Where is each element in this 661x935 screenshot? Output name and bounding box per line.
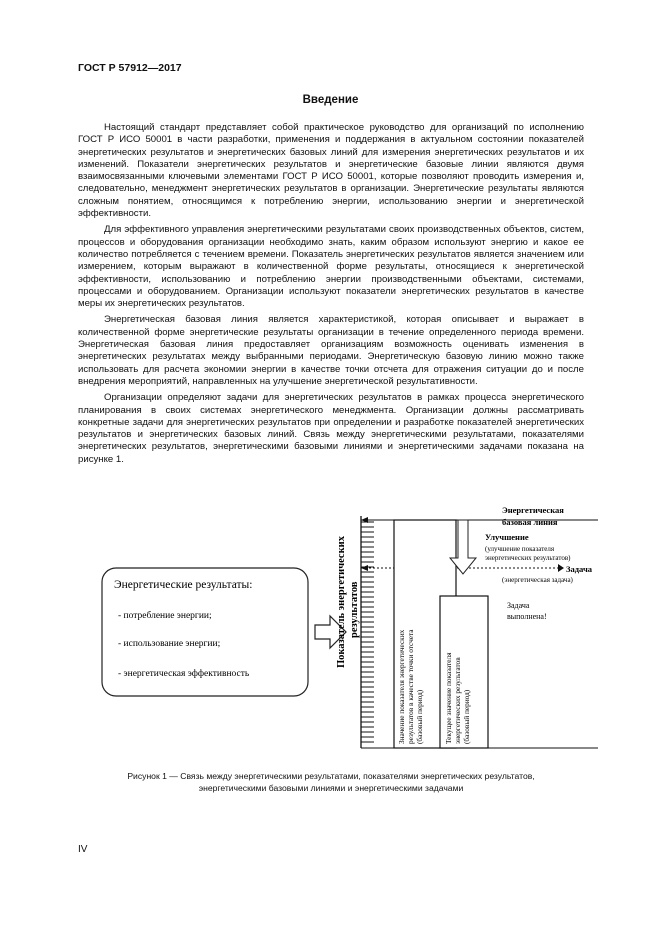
bar-label: результатов в качестве точки отсчета [406,629,415,744]
caption-line: энергетическими базовыми линиями и энергетическими задачами [198,783,464,793]
bar-label: Текущее значение показателя [444,652,453,744]
figure-caption [78,770,584,794]
baseline-label: Энергетическая [502,505,564,515]
page-number: IV [78,844,88,855]
box-item: - энергетическая эффективность [118,669,250,679]
paragraph: Энергетическая базовая линия является характеристикой, которая описывает и выражает в количественной форме энергетические результаты организации в течение определенного периода времени. Энергетическая базовая линия предоставляет организациям возможность оценивать изменения в энергетических результатах между выбранными периодами. Энергетическую базовую линию можно также использовать для расчета экономии энергии в качестве точки отсчета для отражения ситуации до и после внедрения мероприятий, направленных на улучшение энергетической результативности. [78,314,584,387]
done-label: выполнена! [507,612,547,621]
improvement-sub: (улучшение показателя [485,545,555,553]
improvement-sub: энергетических результатов) [485,554,571,562]
caption-line: Рисунок 1 — Связь между энергетическими результатами, показателями энергетических результатов, [127,771,535,781]
axis-label: результатов [349,581,360,638]
paragraph: Настоящий стандарт представляет собой практическое руководство для организаций по исполнению ГОСТ Р ИСО 50001 в части разработки, применения и поддержания в актуальном состоянии показателей энергетических результатов и энергетических базовых линий для измерения энергетических результатов и их изменений. Показатели энергетических результатов и энергетические базовые линии являются двумя взаимосвязанными ключевыми элементами ГОСТ Р ИСО 50001, которые позволяют проводить измерения и, следовательно, менеджмент энергетических результатов в организации. Энергетические результаты являются сложным понятием, относящимся к потреблению энергии, использованию энергии и энергетической эффективности. [78,122,584,220]
figure-diagram [78,498,598,780]
baseline-label: базовая линия [502,517,558,527]
target-arrowhead [361,565,368,571]
paragraph: Организации определяют задачи для энергетических результатов в рамках процесса энергетического планирования в своих системах энергетического менеджмента. Организации должны рассматривать конкретные задачи для энергетических результатов при определении и разработке показателей энергетических результатов и энергетических базовых линий. Связь между энергетическими результатами, показателями энергетических результатов, энергетическими базовыми линиями и энергетическими задачами показана на рисунке 1. [78,392,584,465]
box-item: - использование энергии; [118,639,221,649]
document-code: ГОСТ Р 57912—2017 [78,62,182,74]
box-item: - потребление энергии; [118,611,212,621]
done-label: Задача [507,601,530,610]
paragraph: Для эффективного управления энергетическими результатами своих производственных объектов, систем, процессов и оборудования организации необходимо знать, каким образом используют энергию и какое ее количество потребляется с течением времени. Показатель энергетических результатов является значением или измерением, которым выражают в количественной форме результаты, относящиеся к энергетической эффективности, использованию и потреблению энергии производственными объектами, системами, процессами и оборудованием. Организации используют показатели энергетических результатов в качестве меры их энергетических результатов. [78,224,584,310]
bar-label: энергетических результатов [453,657,462,744]
box-title: Энергетические результаты: [114,579,253,591]
target-label: Задача [566,564,592,574]
figure-1 [78,498,598,780]
bar-label: Значение показателя энергетических [397,629,406,744]
axis-label: Показатель энергетических [336,536,347,668]
bar-label: (базовый период) [415,689,424,744]
target-sub: (энергетическая задача) [502,576,573,584]
improvement-label: Улучшение [485,532,529,542]
bar-label: (базовый период) [462,689,471,744]
introduction-text [78,122,584,470]
section-title: Введение [302,94,359,106]
axis-ticks [361,522,374,742]
target-arrowhead [558,564,564,572]
